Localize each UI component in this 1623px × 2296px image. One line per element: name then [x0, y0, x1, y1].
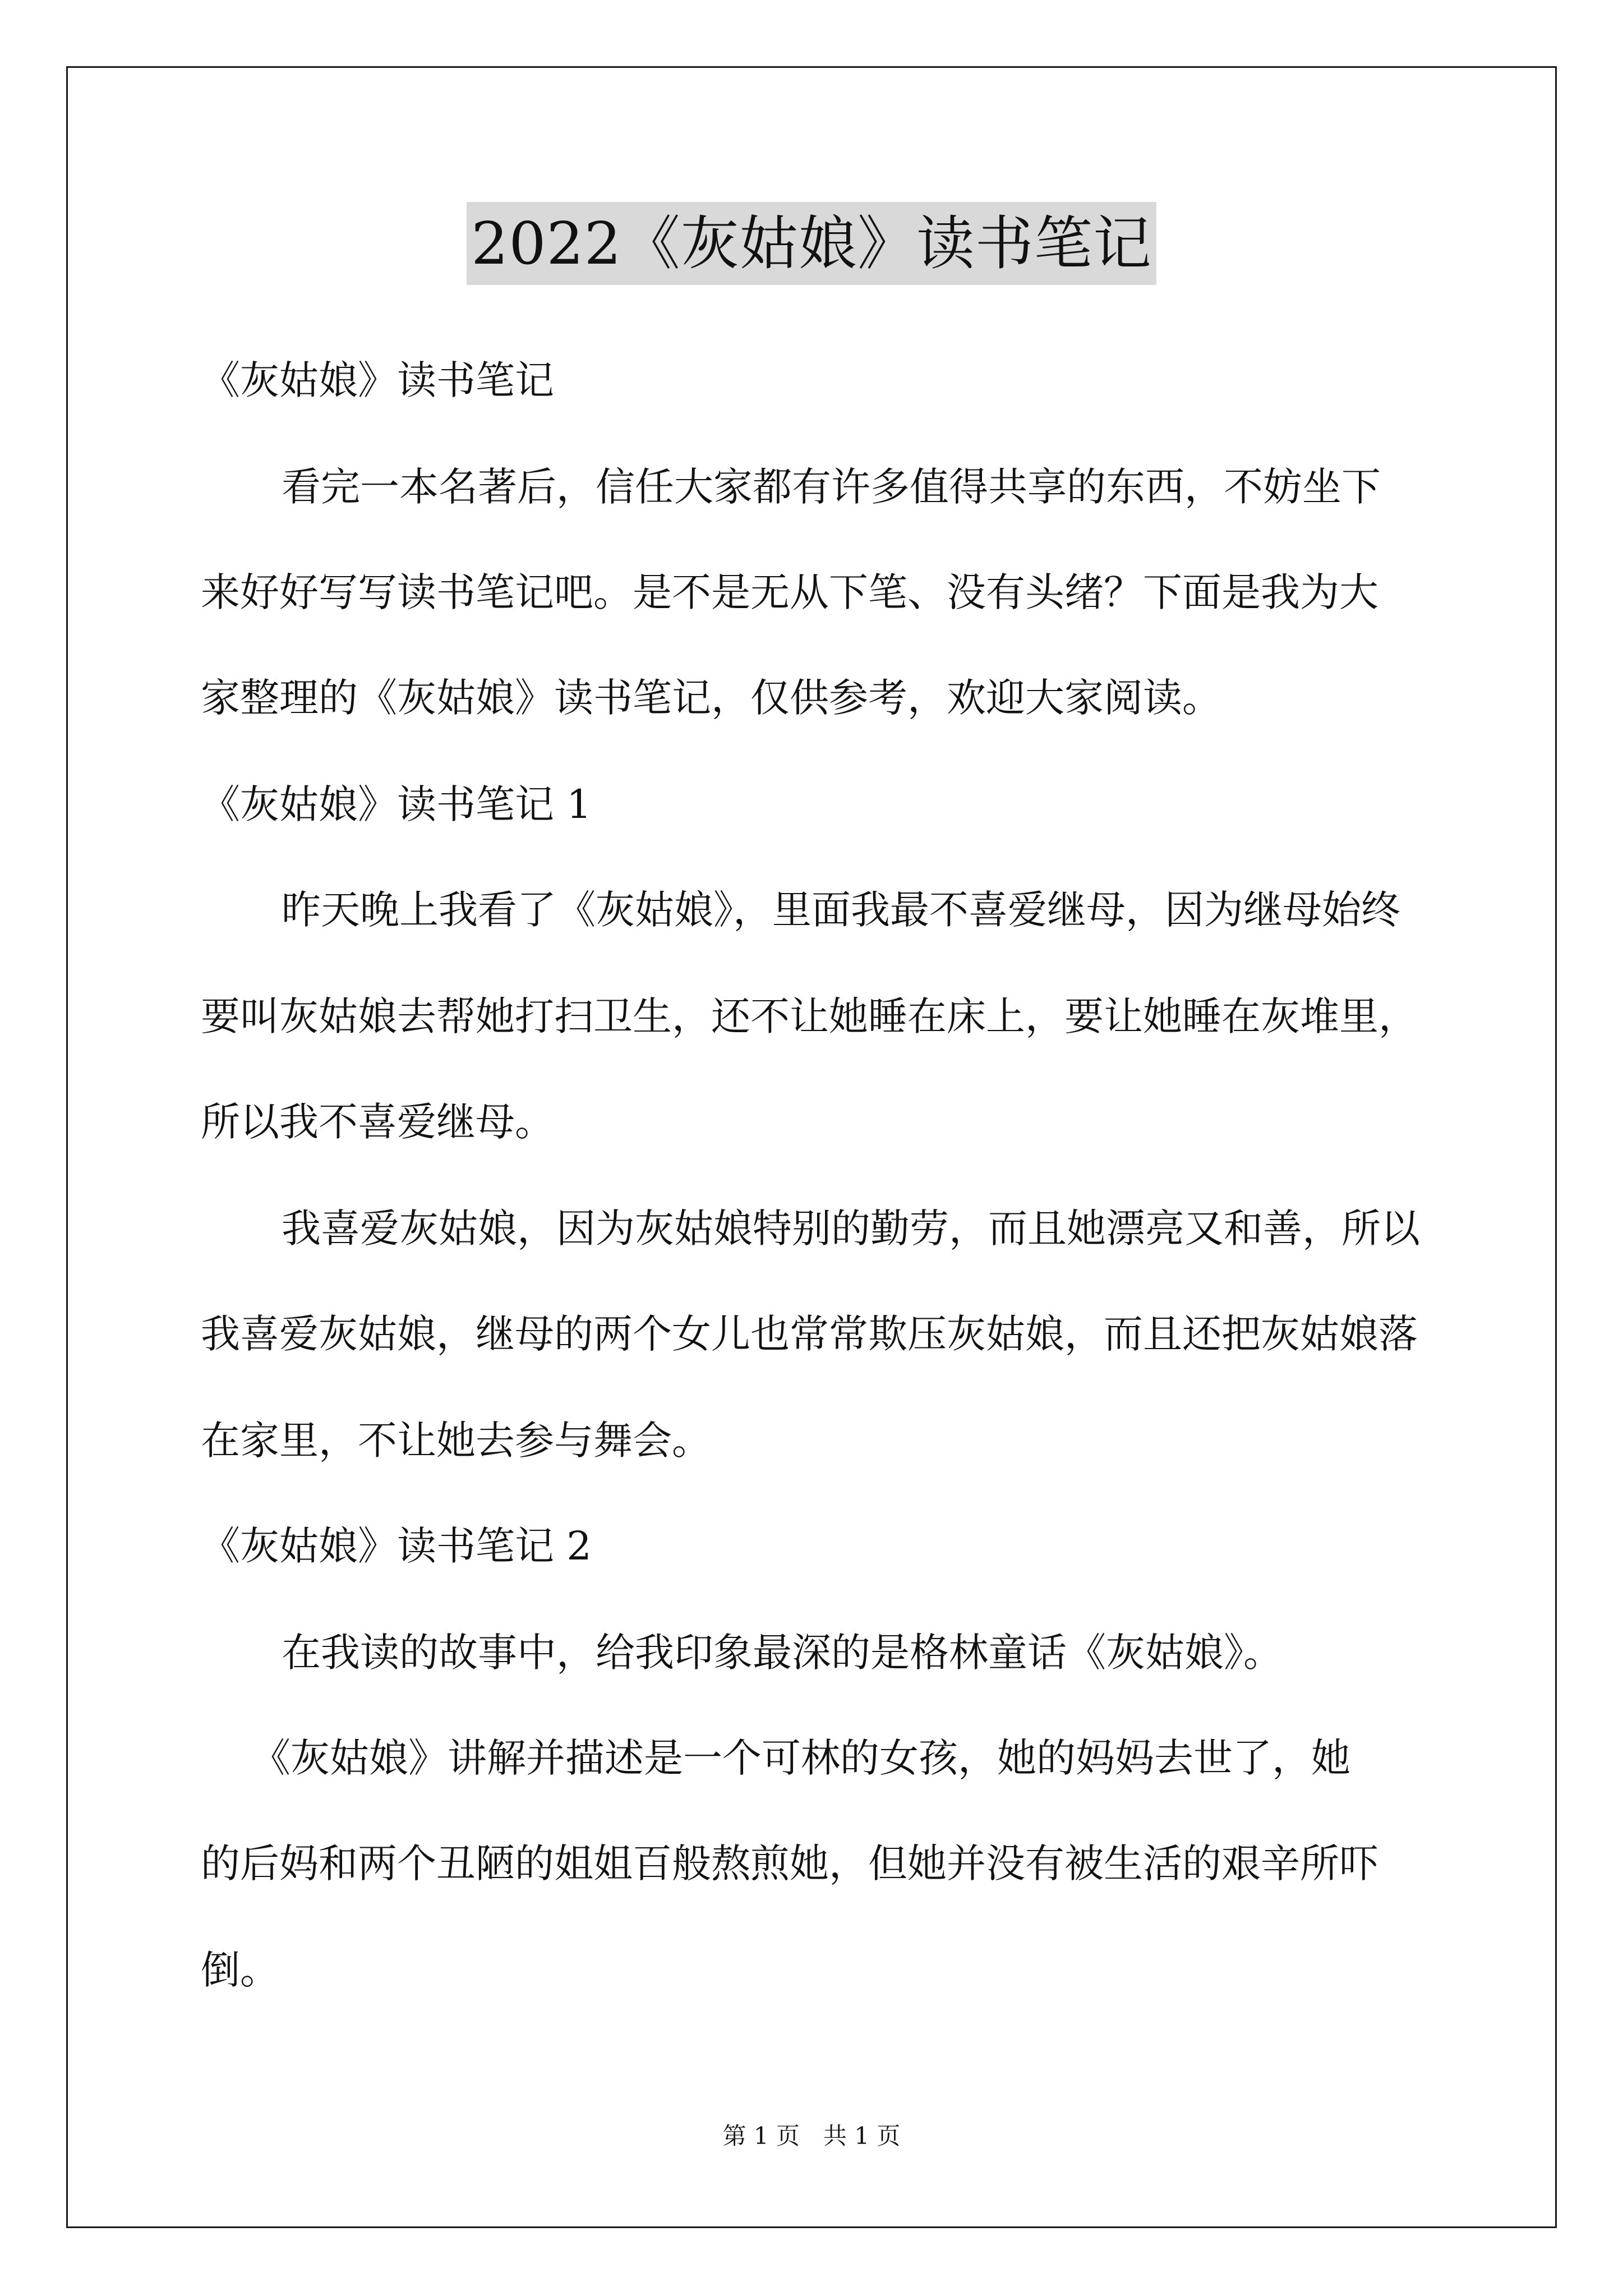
note1-line: 我喜爱灰姑娘，继母的两个女儿也常常欺压灰姑娘，而且还把灰姑娘落	[201, 1311, 1418, 1357]
intro-line: 家整理的《灰姑娘》读书笔记，仅供参考，欢迎大家阅读。	[201, 675, 1221, 721]
section-heading-main: 《灰姑娘》读书笔记	[201, 357, 554, 403]
section-heading-2: 《灰姑娘》读书笔记 2	[201, 1523, 592, 1569]
note1-line: 要叫灰姑娘去帮她打扫卫生，还不让她睡在床上，要让她睡在灰堆里，	[201, 993, 1418, 1039]
intro-line: 来好好写写读书笔记吧。是不是无从下笔、没有头绪？下面是我为大	[201, 569, 1378, 615]
document-title: 2022《灰姑娘》读书笔记	[467, 202, 1156, 285]
note2-line: 的后妈和两个丑陋的姐姐百般熬煎她，但她并没有被生活的艰辛所吓	[201, 1841, 1378, 1887]
note1-line: 我喜爱灰姑娘，因为灰姑娘特别的勤劳，而且她漂亮又和善，所以	[282, 1205, 1420, 1251]
note1-line: 在家里，不让她去参与舞会。	[201, 1418, 711, 1464]
note1-line: 所以我不喜爱继母。	[201, 1099, 554, 1145]
note1-line: 昨天晚上我看了《灰姑娘》，里面我最不喜爱继母，因为继母始终	[282, 887, 1400, 933]
title-container	[0, 202, 1623, 285]
note2-line: 倒。	[201, 1947, 279, 1993]
note2-line: 《灰姑娘》讲解并描述是一个可林的女孩，她的妈妈去世了，她	[251, 1735, 1350, 1781]
section-heading-1: 《灰姑娘》读书笔记 1	[201, 781, 592, 827]
intro-line: 看完一本名著后，信任大家都有许多值得共享的东西，不妨坐下	[282, 464, 1381, 510]
note2-line: 在我读的故事中，给我印象最深的是格林童话《灰姑娘》。	[282, 1630, 1283, 1676]
page-footer: 第 1 页 共 1 页	[722, 2122, 901, 2150]
